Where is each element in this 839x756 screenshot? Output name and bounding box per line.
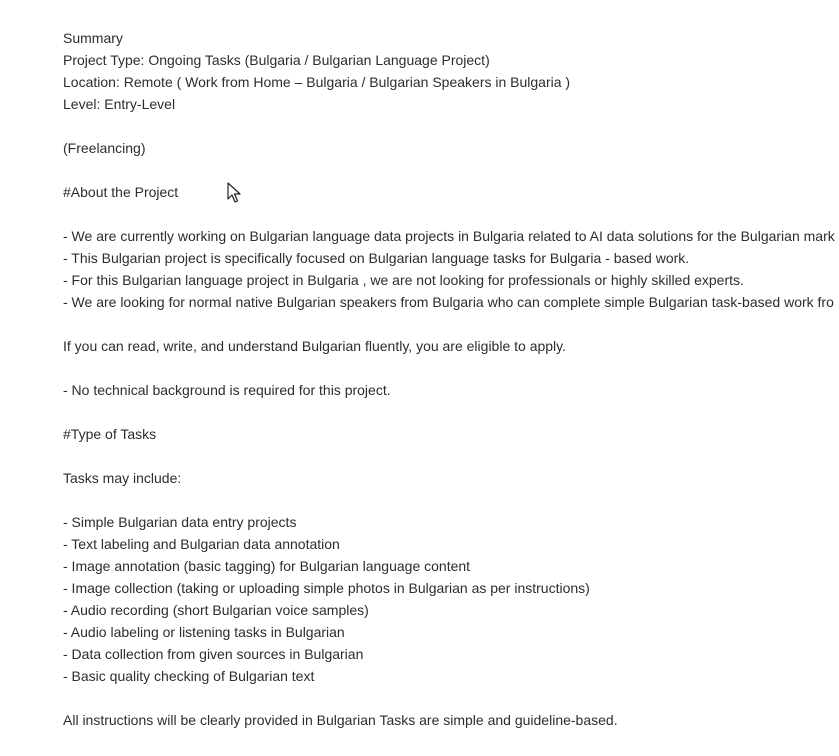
spacer (63, 445, 835, 467)
level-line: Level: Entry-Level (63, 96, 176, 112)
eligibility-line: If you can read, write, and understand Bulgarian fluently, you are eligible to apply. (63, 338, 567, 354)
task-item: - Image collection (taking or uploading simple photos in Bulgarian as per instructions) (63, 580, 590, 596)
task-item: - Audio recording (short Bulgarian voice samples) (63, 602, 369, 618)
tasks-intro: Tasks may include: (63, 470, 182, 486)
project-type-line: Project Type: Ongoing Tasks (Bulgaria / Bulgarian Language Project) (63, 52, 490, 68)
spacer (63, 489, 835, 511)
about-bullet: - We are looking for normal native Bulgarian speakers from Bulgaria who can complete simple Bulgarian task-based work fro (63, 294, 834, 310)
task-item: - Audio labeling or listening tasks in Bulgarian (63, 624, 345, 640)
about-bullet: - We are currently working on Bulgarian language data projects in Bulgaria related to AI data solutions for the Bulgarian mark (63, 228, 835, 244)
location-line: Location: Remote ( Work from Home – Bulgaria / Bulgarian Speakers in Bulgaria ) (63, 74, 571, 90)
about-bullet: - This Bulgarian project is specifically focused on Bulgarian language tasks for Bulgaria - based work. (63, 250, 690, 266)
about-heading: #About the Project (63, 184, 179, 200)
job-description (63, 27, 835, 731)
spacer (63, 203, 835, 225)
closing-line: All instructions will be clearly provided in Bulgarian Tasks are simple and guideline-based. (63, 712, 618, 728)
mouse-pointer-icon (227, 182, 241, 204)
no-tech-line: - No technical background is required for this project. (63, 382, 391, 398)
spacer (63, 159, 835, 181)
task-item: - Basic quality checking of Bulgarian text (63, 668, 315, 684)
spacer (63, 401, 835, 423)
task-item: - Image annotation (basic tagging) for Bulgarian language content (63, 558, 471, 574)
task-item: - Data collection from given sources in Bulgarian (63, 646, 364, 662)
task-item: - Simple Bulgarian data entry projects (63, 514, 297, 530)
summary-heading: Summary (63, 30, 123, 46)
spacer (63, 357, 835, 379)
about-bullet: - For this Bulgarian language project in Bulgaria , we are not looking for professionals or highly skilled experts. (63, 272, 744, 288)
spacer (63, 313, 835, 335)
tasks-heading: #Type of Tasks (63, 426, 157, 442)
task-item: - Text labeling and Bulgarian data annotation (63, 536, 340, 552)
spacer (63, 687, 835, 709)
freelancing-line: (Freelancing) (63, 140, 146, 156)
spacer (63, 115, 835, 137)
